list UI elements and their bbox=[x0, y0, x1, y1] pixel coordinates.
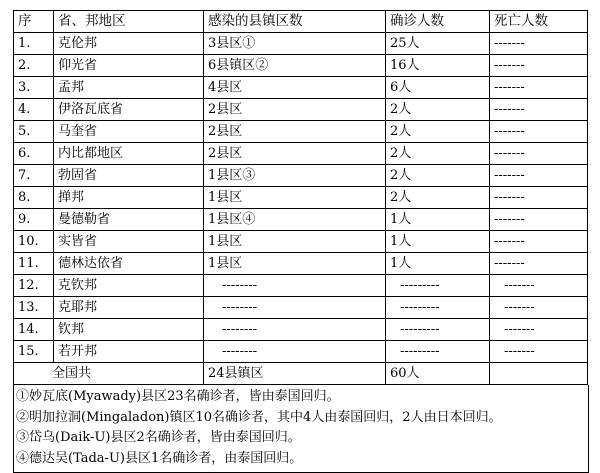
row-county: 1县区 bbox=[204, 231, 386, 253]
row-confirmed: 2人 bbox=[386, 165, 490, 187]
row-confirmed: 25人 bbox=[386, 33, 490, 55]
table-row bbox=[14, 297, 588, 319]
row-county: 2县区 bbox=[204, 99, 386, 121]
table-row bbox=[14, 121, 588, 143]
cases-table bbox=[13, 10, 588, 385]
row-county: 1县区④ bbox=[204, 209, 386, 231]
row-confirmed: --------- bbox=[386, 319, 490, 341]
total-deaths bbox=[490, 363, 588, 385]
row-deaths: ------- bbox=[490, 165, 588, 187]
table-row bbox=[14, 253, 588, 275]
row-county: -------- bbox=[204, 341, 386, 363]
row-county: 6县镇区② bbox=[204, 55, 386, 77]
row-deaths: ------- bbox=[490, 99, 588, 121]
row-county: 4县区 bbox=[204, 77, 386, 99]
row-region: 仰光省 bbox=[54, 55, 204, 77]
table-row bbox=[14, 319, 588, 341]
row-confirmed: 16人 bbox=[386, 55, 490, 77]
row-region: 克伦邦 bbox=[54, 33, 204, 55]
row-region: 克耶邦 bbox=[54, 297, 204, 319]
row-deaths: ------- bbox=[490, 341, 588, 363]
total-confirmed: 60人 bbox=[386, 363, 490, 385]
row-deaths: ------- bbox=[490, 77, 588, 99]
row-county: 1县区 bbox=[204, 253, 386, 275]
row-index: 8. bbox=[14, 187, 54, 209]
total-label: 全国共 bbox=[14, 363, 204, 385]
row-region: 钦邦 bbox=[54, 319, 204, 341]
footnote: ②明加拉洞(Mingaladon)镇区10名确诊者，其中4人由泰国回归，2人由日本回归。 bbox=[16, 409, 502, 425]
row-index: 9. bbox=[14, 209, 54, 231]
footnote: ④德达吴(Tada-U)县区1名确诊者，由泰国回归。 bbox=[16, 450, 303, 466]
row-deaths: ------- bbox=[490, 231, 588, 253]
row-index: 2. bbox=[14, 55, 54, 77]
table-row bbox=[14, 165, 588, 187]
table-row bbox=[14, 143, 588, 165]
row-confirmed: 1人 bbox=[386, 253, 490, 275]
footnote: ①妙瓦底(Myawady)县区23名确诊者，皆由泰国回归。 bbox=[16, 389, 340, 404]
footnote: ③岱乌(Daik-U)县区2名确诊者，皆由泰国回归。 bbox=[16, 430, 301, 445]
total-row bbox=[14, 363, 588, 385]
row-county: -------- bbox=[204, 297, 386, 319]
row-region: 曼德勒省 bbox=[54, 209, 204, 231]
table-row bbox=[14, 275, 588, 297]
row-region: 孟邦 bbox=[54, 77, 204, 99]
row-county: 1县区 bbox=[204, 187, 386, 209]
row-confirmed: 2人 bbox=[386, 187, 490, 209]
row-deaths: ------- bbox=[490, 253, 588, 275]
row-county: 1县区③ bbox=[204, 165, 386, 187]
row-index: 3. bbox=[14, 77, 54, 99]
row-index: 13. bbox=[14, 297, 54, 319]
row-region: 克钦邦 bbox=[54, 275, 204, 297]
row-deaths: ------- bbox=[490, 121, 588, 143]
header-county-count: 感染的县镇区数 bbox=[204, 11, 386, 33]
table-row bbox=[14, 33, 588, 55]
row-region: 勃固省 bbox=[54, 165, 204, 187]
row-confirmed: --------- bbox=[386, 341, 490, 363]
row-confirmed: 1人 bbox=[386, 231, 490, 253]
row-county: 3县区① bbox=[204, 33, 386, 55]
row-index: 6. bbox=[14, 143, 54, 165]
row-region: 伊洛瓦底省 bbox=[54, 99, 204, 121]
row-index: 11. bbox=[14, 253, 54, 275]
row-region: 内比都地区 bbox=[54, 143, 204, 165]
row-region: 德林达依省 bbox=[54, 253, 204, 275]
total-county: 24县镇区 bbox=[204, 363, 386, 385]
row-deaths: ------- bbox=[490, 319, 588, 341]
row-index: 1. bbox=[14, 33, 54, 55]
row-deaths: ------- bbox=[490, 33, 588, 55]
covid-statistics-document bbox=[13, 10, 587, 473]
table-row bbox=[14, 341, 588, 363]
footnotes bbox=[13, 385, 589, 473]
row-index: 10. bbox=[14, 231, 54, 253]
row-region: 若开邦 bbox=[54, 341, 204, 363]
row-index: 4. bbox=[14, 99, 54, 121]
row-deaths: ------- bbox=[490, 297, 588, 319]
row-deaths: ------- bbox=[490, 187, 588, 209]
header-index: 序 bbox=[14, 11, 54, 33]
row-county: 2县区 bbox=[204, 121, 386, 143]
table-row bbox=[14, 187, 588, 209]
table-header-row bbox=[14, 11, 588, 33]
row-confirmed: --------- bbox=[386, 275, 490, 297]
row-confirmed: 2人 bbox=[386, 99, 490, 121]
header-deaths: 死亡人数 bbox=[490, 11, 588, 33]
row-region: 实皆省 bbox=[54, 231, 204, 253]
header-confirmed: 确诊人数 bbox=[386, 11, 490, 33]
row-deaths: ------- bbox=[490, 209, 588, 231]
table-row bbox=[14, 209, 588, 231]
table-row bbox=[14, 77, 588, 99]
row-region: 马奎省 bbox=[54, 121, 204, 143]
row-index: 14. bbox=[14, 319, 54, 341]
row-index: 5. bbox=[14, 121, 54, 143]
table-row bbox=[14, 99, 588, 121]
row-confirmed: 2人 bbox=[386, 121, 490, 143]
row-county: -------- bbox=[204, 275, 386, 297]
row-county: -------- bbox=[204, 319, 386, 341]
row-deaths: ------- bbox=[490, 275, 588, 297]
table-row bbox=[14, 55, 588, 77]
row-confirmed: 6人 bbox=[386, 77, 490, 99]
row-deaths: ------- bbox=[490, 55, 588, 77]
row-index: 7. bbox=[14, 165, 54, 187]
row-region: 掸邦 bbox=[54, 187, 204, 209]
row-index: 15. bbox=[14, 341, 54, 363]
row-index: 12. bbox=[14, 275, 54, 297]
row-county: 2县区 bbox=[204, 143, 386, 165]
row-deaths: ------- bbox=[490, 143, 588, 165]
row-confirmed: --------- bbox=[386, 297, 490, 319]
header-region: 省、邦地区 bbox=[54, 11, 204, 33]
row-confirmed: 1人 bbox=[386, 209, 490, 231]
table-row bbox=[14, 231, 588, 253]
row-confirmed: 2人 bbox=[386, 143, 490, 165]
